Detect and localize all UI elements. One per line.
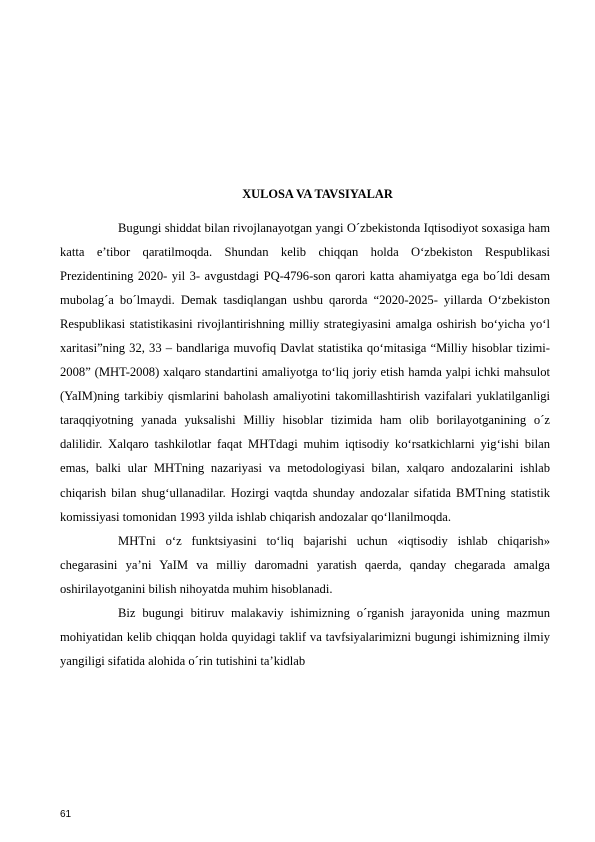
section-heading: XULOSA VA TAVSIYALAR — [242, 187, 393, 201]
body-text — [60, 216, 550, 674]
paragraph-3: Biz bugungi bitiruv malakaviy ishimizning o´rganish jarayonida uning mazmun mohiyatidan kelib chiqqan holda quyidagi taklif va tavfsiyalarimizni bugungi ishimizning ilmiy yangiligi sifatida alohida o´rin tutishini ta’kidlab — [60, 606, 550, 669]
paragraph-1: Bugungi shiddat bilan rivojlanayotgan yangi O´zbekistonda Iqtisodiyot soxasiga ham katta e’tibor qaratilmoqda. Shundan kelib chiqqan holda O‘zbekiston Respublikasi Prezidentining 2020- yil 3- avgustdagi PQ-4796-son qarori katta ahamiyatga ega bo´ldi desam mubolag´a bo´lmaydi. Demak tasdiqlangan ushbu qarorda “2020-2025- yillarda O‘zbekiston Respublikasi statistikasini rivojlantirishning milliy strategiyasini amalga oshirish bo‘yicha yo‘l xaritasi”ning 32, 33 – bandlariga muvofiq Davlat statistika qo‘mitasiga “Milliy hisoblar tizimi-2008” (MHT-2008) xalqaro standartini amaliyotga to‘liq joriy etish hamda yalpi ichki mahsulot (YaIM)ning tarkibiy qismlarini baholash amaliyotini takomillashtirish vazifalari yuklatilganligi taraqqiyotning yanada yuksalishi Milliy hisoblar tizimida ham olib borilayotganining o´z dalilidir. Xalqaro tashkilotlar faqat MHTdagi muhim iqtisodiy ko‘rsatkichlarni yig‘ishi bilan emas, balki ular MHTning nazariyasi va metodologiyasi bilan, xalqaro andozalarini ishlab chiqarish bilan shug‘ullanadilar. Hozirgi vaqtda shunday andozalar sifatida BMTning statistik komissiyasi tomonidan 1993 yilda ishlab chiqarish andozalar qo‘llanilmoqda. — [60, 220, 550, 524]
paragraph-2: MHTni o‘z funktsiyasini to‘liq bajarishi uchun «iqtisodiy ishlab chiqarish» chegarasini ya’ni YaIM va milliy daromadni yaratish qaerda, qanday chegarada amalga oshirilayotganini bilish nihoyatda muhim hisoblanadi. — [60, 533, 550, 596]
page-number: 61 — [60, 809, 72, 820]
